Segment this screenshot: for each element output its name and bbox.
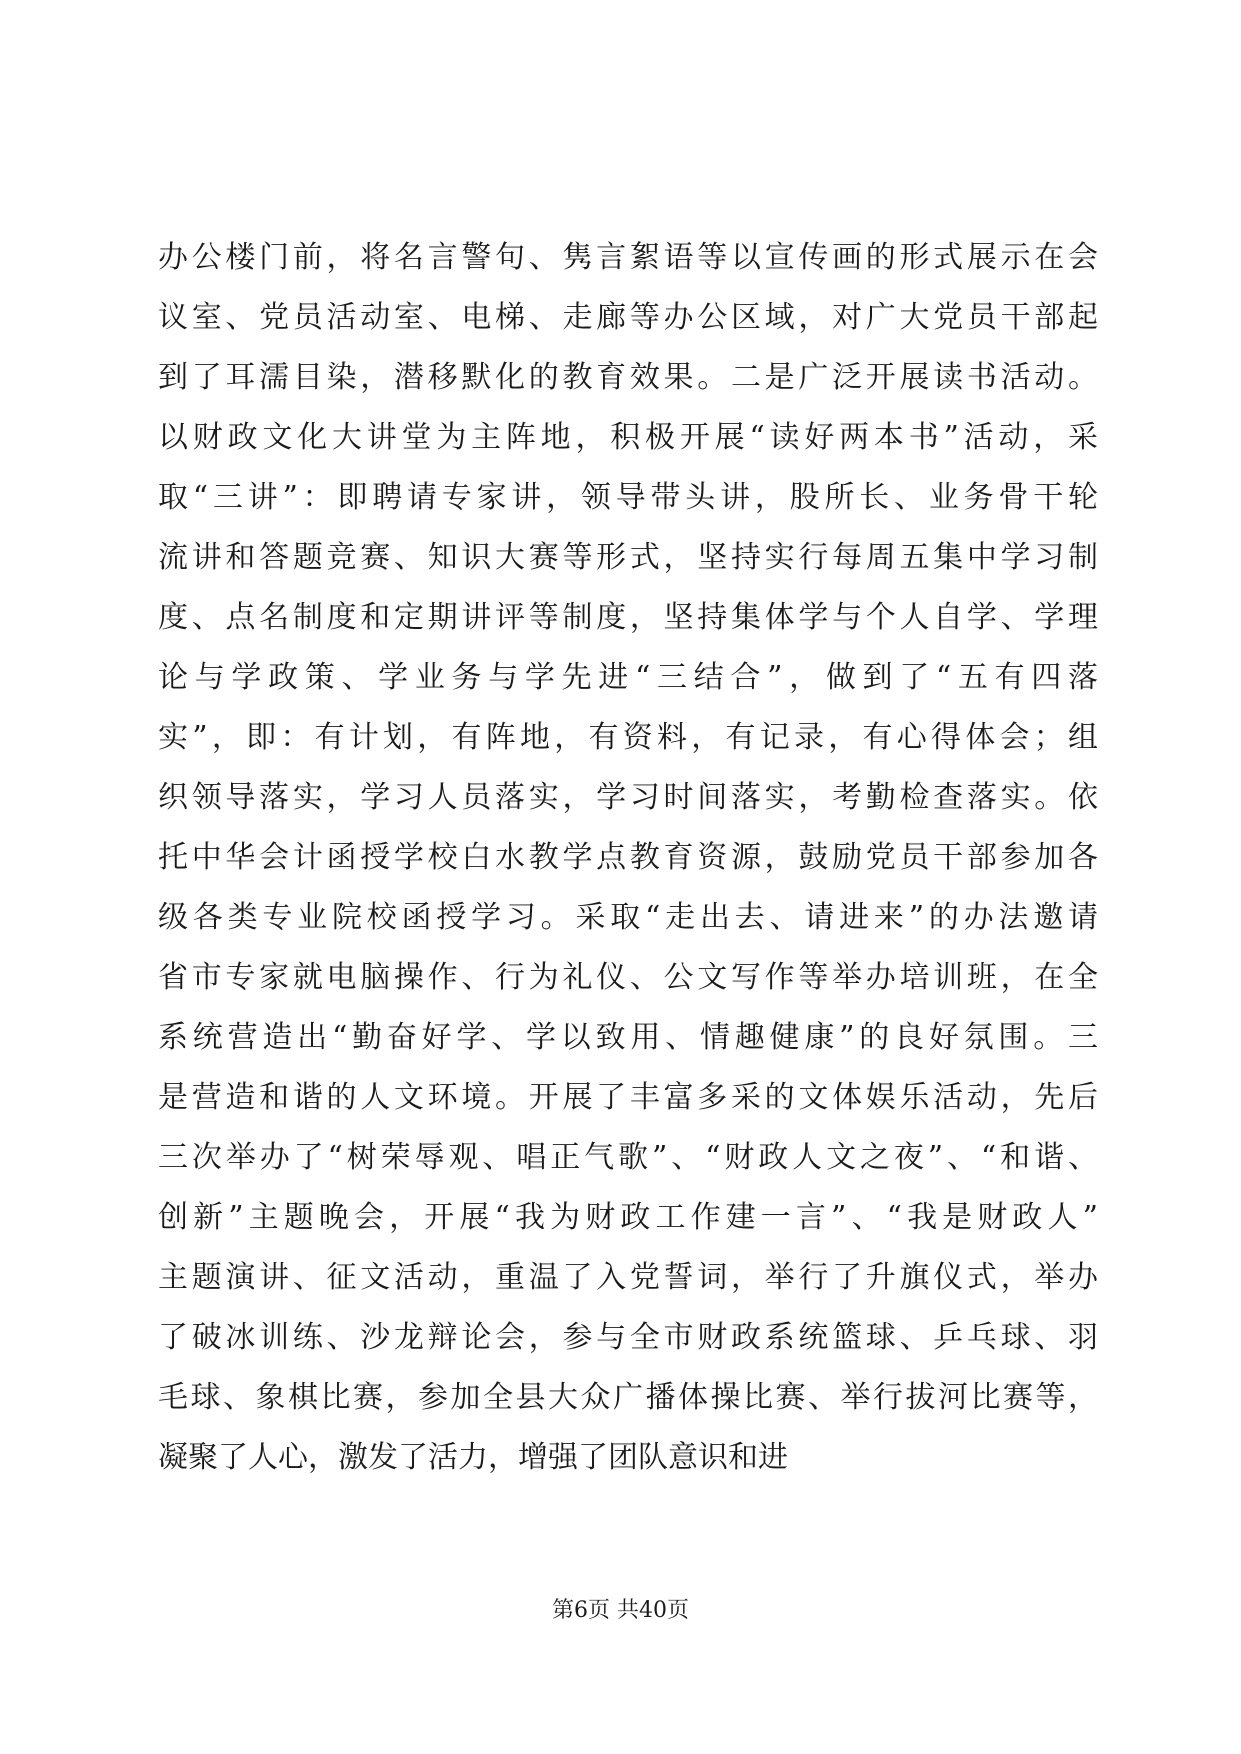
text-line: 论与学政策、学业务与学先进“三结合”，做到了“五有四落 xyxy=(158,660,1098,695)
text-line: 了破冰训练、沙龙辩论会，参与全市财政系统篮球、乒乓球、羽 xyxy=(158,1320,1098,1355)
text-line: 级各类专业院校函授学习。采取“走出去、请进来”的办法邀请 xyxy=(158,900,1098,935)
text-line: 是营造和谐的人文环境。开展了丰富多采的文体娱乐活动，先后 xyxy=(158,1080,1098,1115)
text-line: 三次举办了“树荣辱观、唱正气歌”、“财政人文之夜”、“和谐、 xyxy=(158,1140,1098,1175)
text-line: 系统营造出“勤奋好学、学以致用、情趣健康”的良好氛围。三 xyxy=(158,1020,1098,1055)
text-line: 取“三讲”：即聘请专家讲，领导带头讲，股所长、业务骨干轮 xyxy=(158,480,1098,515)
page-number-footer: 第6页 共40页 xyxy=(552,1598,689,1623)
text-line: 度、点名制度和定期讲评等制度，坚持集体学与个人自学、学理 xyxy=(158,600,1098,635)
text-line: 到了耳濡目染，潜移默化的教育效果。二是广泛开展读书活动。 xyxy=(158,360,1098,395)
text-line: 托中华会计函授学校白水教学点教育资源，鼓励党员干部参加各 xyxy=(158,840,1098,875)
text-line: 省市专家就电脑操作、行为礼仪、公文写作等举办培训班，在全 xyxy=(158,960,1098,995)
text-line: 毛球、象棋比赛，参加全县大众广播体操比赛、举行拔河比赛等， xyxy=(158,1380,1098,1415)
text-line: 议室、党员活动室、电梯、走廊等办公区域，对广大党员干部起 xyxy=(158,300,1098,335)
text-line: 凝聚了人心，激发了活力，增强了团队意识和进 xyxy=(158,1440,788,1475)
text-line: 织领导落实，学习人员落实，学习时间落实，考勤检查落实。依 xyxy=(158,780,1098,815)
text-line: 办公楼门前，将名言警句、隽言絮语等以宣传画的形式展示在会 xyxy=(158,240,1098,275)
text-line: 流讲和答题竞赛、知识大赛等形式，坚持实行每周五集中学习制 xyxy=(158,540,1098,575)
text-line: 以财政文化大讲堂为主阵地，积极开展“读好两本书”活动，采 xyxy=(158,420,1098,455)
text-line: 实”，即：有计划，有阵地，有资料，有记录，有心得体会；组 xyxy=(158,720,1098,755)
text-line: 创新”主题晚会，开展“我为财政工作建一言”、“我是财政人” xyxy=(158,1200,1098,1235)
body-paragraph xyxy=(158,228,1098,1488)
text-line: 主题演讲、征文活动，重温了入党誓词，举行了升旗仪式，举办 xyxy=(158,1260,1098,1295)
